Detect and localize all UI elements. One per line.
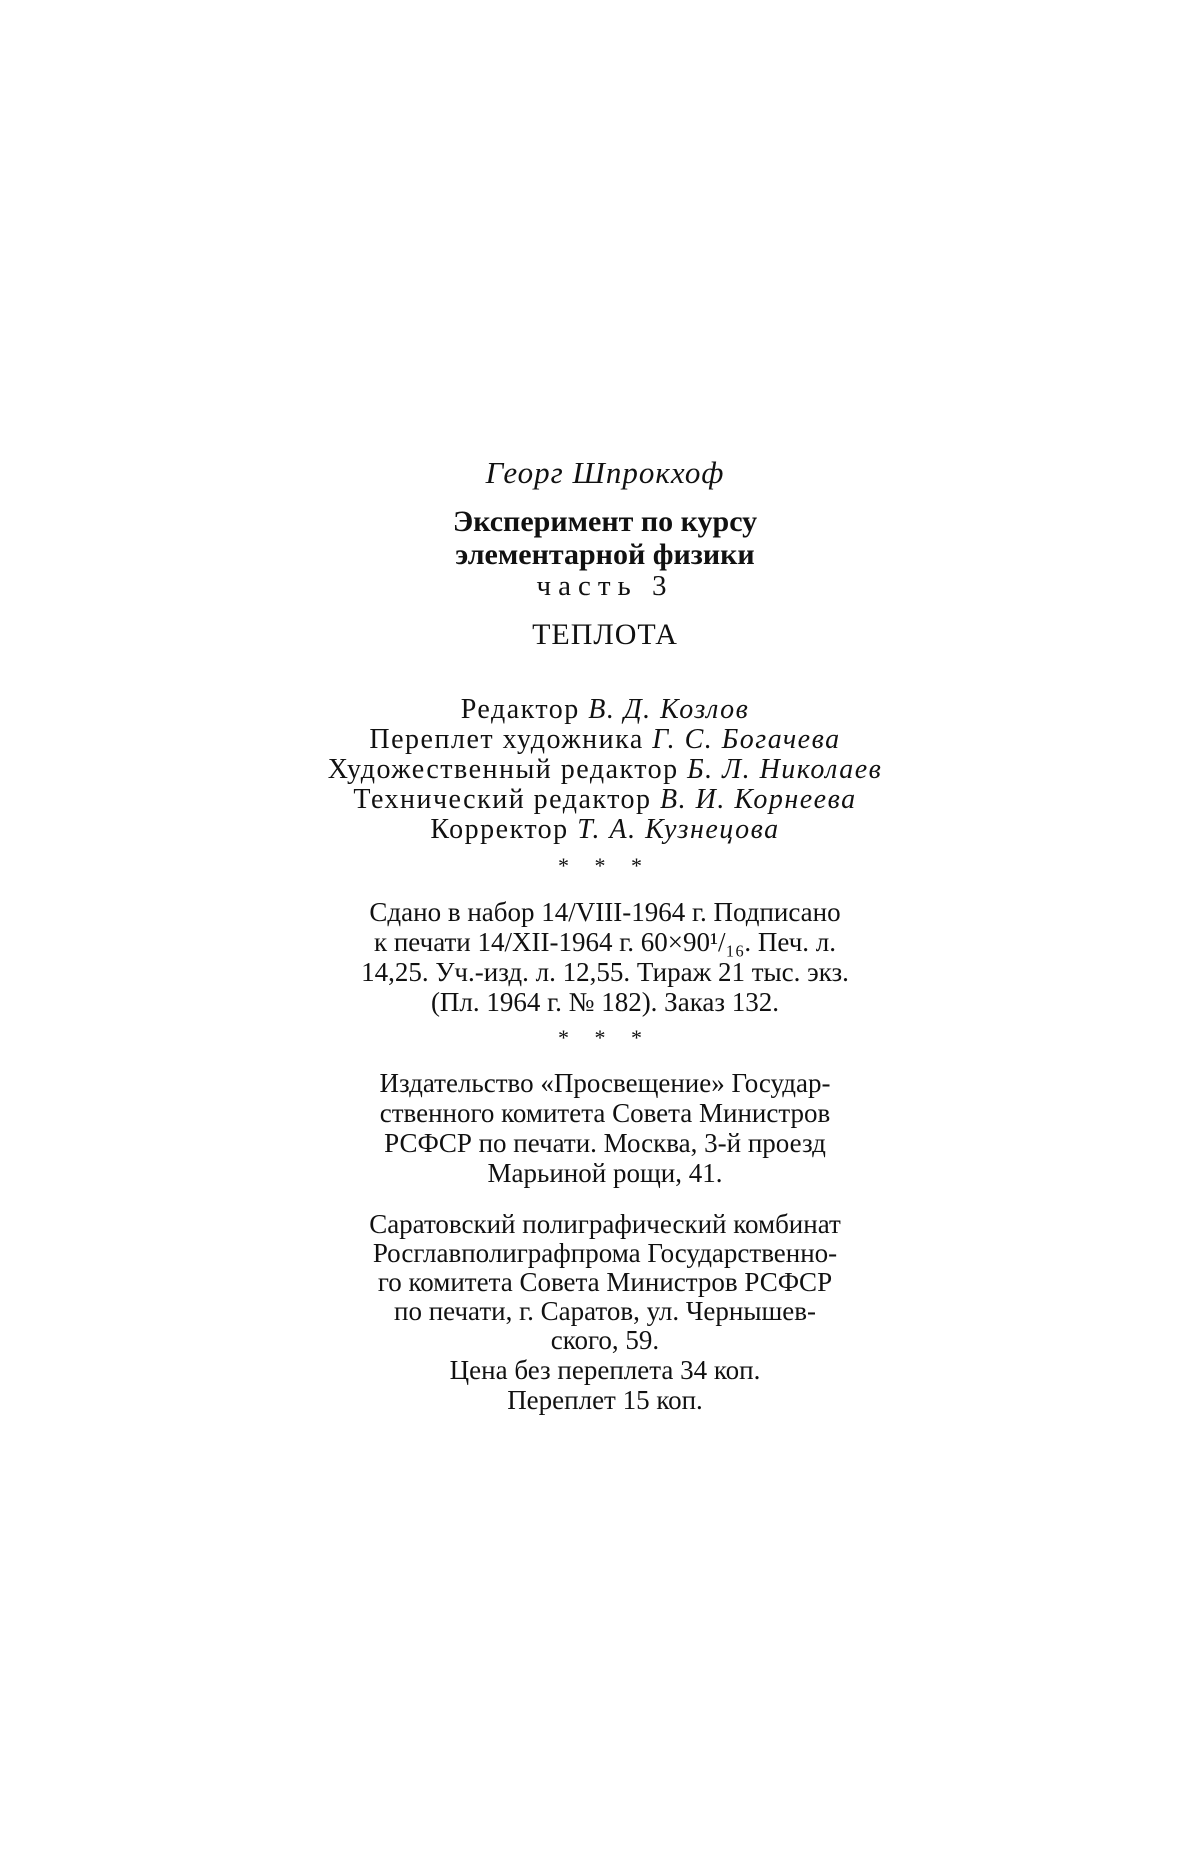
book-part: часть 3 [536, 570, 674, 602]
book-title-line: Эксперимент по курсу [452, 505, 758, 538]
book-subject: ТЕПЛОТА [532, 618, 678, 651]
publisher-line: Издательство «Просвещение» Государ- [379, 1068, 831, 1098]
credit-name: В. И. Корнеева [660, 784, 857, 815]
credit-row [280, 695, 930, 725]
credit-row [280, 815, 930, 845]
credit-row [280, 755, 930, 785]
credit-name: Г. С. Богачева [652, 724, 841, 755]
publisher-line: Марьиной рощи, 41. [487, 1158, 723, 1188]
printer-line: ского, 59. [550, 1325, 660, 1355]
price-line: Переплет 15 коп. [507, 1385, 703, 1415]
printer-line: Саратовский полиграфический комбинат [369, 1209, 841, 1239]
credit-role: Редактор [460, 694, 580, 725]
credit-row [280, 725, 930, 755]
print-info-line: к печати 14/XII-1964 г. 60×90¹/₁₆. Печ. л. [373, 927, 836, 957]
publisher-line: РСФСР по печати. Москва, 3-й проезд [384, 1128, 826, 1158]
book-title-line: элементарной физики [455, 538, 755, 571]
printer-line: го комитета Совета Министров РСФСР [377, 1267, 833, 1297]
print-info-line: 14,25. Уч.-изд. л. 12,55. Тираж 21 тыс. экз. [361, 957, 849, 987]
price-info [290, 1355, 920, 1415]
credits-list [280, 695, 930, 845]
printer-line: Росглавполиграфпрома Государственно- [372, 1238, 838, 1268]
print-info [325, 897, 885, 1017]
book-title [290, 505, 920, 571]
separator-stars: * * * [558, 1025, 652, 1050]
price-line: Цена без переплета 34 коп. [449, 1355, 761, 1385]
credit-role: Художественный редактор [327, 754, 679, 785]
publisher-info [325, 1068, 885, 1188]
credit-row [280, 785, 930, 815]
print-info-line: (Пл. 1964 г. № 182). Заказ 132. [430, 987, 780, 1017]
credit-name: Б. Л. Николаев [687, 754, 883, 785]
print-info-line: Сдано в набор 14/VIII-1964 г. Подписано [369, 897, 841, 927]
publisher-line: ственного комитета Совета Министров [379, 1098, 831, 1128]
credit-role: Переплет художника [369, 724, 644, 755]
credit-name: Т. А. Кузнецова [577, 814, 780, 845]
printer-line: по печати, г. Саратов, ул. Чернышев- [394, 1296, 816, 1326]
credit-role: Технический редактор [353, 784, 652, 815]
book-author: Георг Шпрокхоф [485, 455, 725, 490]
printer-info [325, 1210, 885, 1355]
separator-stars: * * * [558, 853, 652, 878]
credit-role: Корректор [430, 814, 569, 845]
credit-name: В. Д. Козлов [588, 694, 750, 725]
